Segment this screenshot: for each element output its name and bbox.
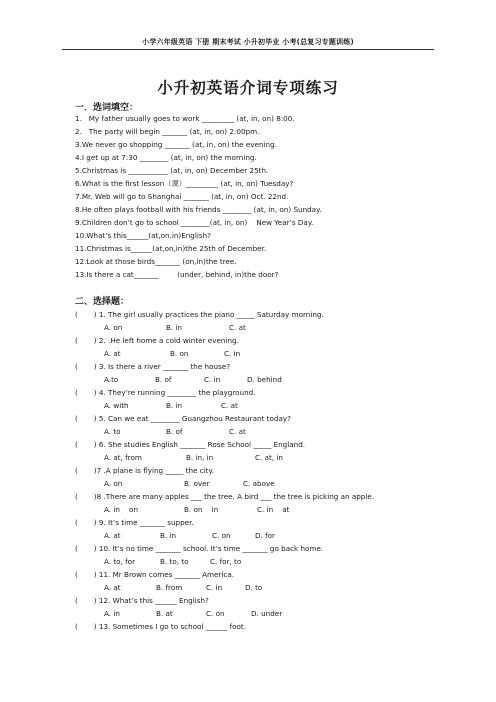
mc-question-5: ( ) 5. Can we eat ________ Guangzhou Restaurant today? — [75, 414, 291, 423]
header-divider — [62, 49, 434, 50]
mc-option: A. on — [104, 479, 123, 488]
section1-heading: 一．选词填空： — [75, 103, 139, 113]
mc-option: B. in, in — [186, 453, 214, 462]
mc-option: A. with — [104, 401, 129, 410]
mc-option: B. in — [160, 531, 177, 540]
mc-option: C. in — [224, 349, 241, 358]
mc-question-11: ( ) 11. Mr Brown comes _______ America. — [75, 570, 235, 579]
fill-item-3: 3.We never go shopping _______ (at, in, on) the evening. — [75, 140, 277, 149]
mc-question-2: ( ) 2. .He left home a cold winter evening. — [75, 336, 239, 345]
mc-option: B. of — [166, 427, 183, 436]
fill-item-11: 11.Christmas is______(at,on,in)the 25th of December. — [75, 244, 267, 253]
mc-option: A. in on — [104, 505, 139, 514]
mc-option: C. in — [206, 583, 223, 592]
mc-option: C. on — [206, 609, 225, 618]
fill-item-8: 8.He often plays football with his friends ________ (at, in, on) Sunday. — [75, 205, 322, 214]
fill-item-13: 13.Is there a cat_______ (under, behind, in)the door? — [75, 270, 279, 279]
mc-option: C. in at — [257, 505, 290, 514]
fill-item-7: 7.Mr. Web will go to Shanghai _______ (at, in, on) Oct. 22nd. — [75, 192, 289, 201]
mc-option: C. at, in — [255, 453, 283, 462]
page-title: 小升初英语介词专项练习 — [157, 78, 339, 97]
mc-option: C. at — [229, 427, 246, 436]
page-header: 小学六年级英语 下册 期末考试 小升初毕业 小考(总复习专题训练) — [142, 38, 354, 46]
mc-question-1: ( ) 1. The girl usually practices the piano _____ Saturday morning. — [75, 310, 324, 319]
mc-option: A. at — [104, 531, 121, 540]
fill-item-12: 12.Look at those birds_______ (on,in)the tree. — [75, 257, 237, 266]
mc-question-3: ( ) 3. Is there a river _______ the house? — [75, 362, 231, 371]
fill-item-10: 10.What’s this______(at,on,in)English? — [75, 231, 211, 240]
mc-option: D. behind — [247, 375, 282, 384]
mc-question-13: ( ) 13. Sometimes I go to school ______ foot. — [75, 622, 247, 631]
mc-option: A.to — [104, 375, 119, 384]
mc-option: A. in — [104, 609, 120, 618]
mc-option: B. in — [166, 401, 183, 410]
fill-item-1: 1. My father usually goes to work _________ (at, in, on) 8:00. — [75, 114, 295, 123]
section2-heading: 二、选择题： — [75, 297, 130, 307]
mc-option: C. for, to — [210, 557, 242, 566]
fill-item-5: 5.Christmas is ___________ (at, in, on) December 25th. — [75, 166, 269, 175]
mc-option: D. for — [255, 531, 275, 540]
mc-question-4: ( ) 4. They’re running ________ the playground. — [75, 388, 256, 397]
mc-option: B. on — [170, 349, 189, 358]
mc-option: A. at — [104, 583, 121, 592]
mc-question-8: ( )8 .There are many apples ___ the tree. A bird ___ the tree is picking an apple. — [75, 492, 375, 501]
mc-option: A. on — [104, 323, 123, 332]
fill-item-6: 6.What is the first lesson（课）_________ (at, in, on) Tuesday? — [75, 179, 294, 188]
mc-option: A. at — [104, 349, 121, 358]
mc-option: B. over — [184, 479, 210, 488]
mc-option: C. at — [229, 323, 246, 332]
mc-option: B. at — [156, 609, 173, 618]
mc-option: C. on — [212, 531, 231, 540]
mc-option: A. to, for — [104, 557, 136, 566]
mc-option: A. to — [104, 427, 121, 436]
mc-option: B. to, to — [160, 557, 189, 566]
fill-item-9: 9.Children don’t go to school ________(at, in, on) New Year’s Day. — [75, 218, 314, 227]
mc-option: A. at, from — [104, 453, 142, 462]
mc-option: C. in — [204, 375, 221, 384]
mc-option: C. at — [221, 401, 238, 410]
mc-option: B. on in — [184, 505, 219, 514]
mc-option: D. under — [251, 609, 283, 618]
mc-question-9: ( ) 9. It’s time _______ supper. — [75, 518, 194, 527]
fill-item-4: 4.I get up at 7:30 ________ (at, in, on) the morning. — [75, 153, 257, 162]
mc-question-12: ( ) 12. What’s this ______ English? — [75, 596, 209, 605]
mc-question-10: ( ) 10. It’s no time _______ school. It’s time _______ go back home. — [75, 544, 324, 553]
fill-item-2: 2. The party will begin _______ (at, in, on) 2:00pm. — [75, 127, 260, 136]
mc-question-7: ( )7 .A plane is flying _____ the city. — [75, 466, 214, 475]
mc-option: B. of — [155, 375, 172, 384]
mc-option: C. above — [243, 479, 275, 488]
mc-option: B. from — [156, 583, 183, 592]
mc-option: B. in — [166, 323, 183, 332]
mc-question-6: ( ) 6. She studies English _______ Rose School _____ England. — [75, 440, 306, 449]
mc-option: D. to — [245, 583, 263, 592]
